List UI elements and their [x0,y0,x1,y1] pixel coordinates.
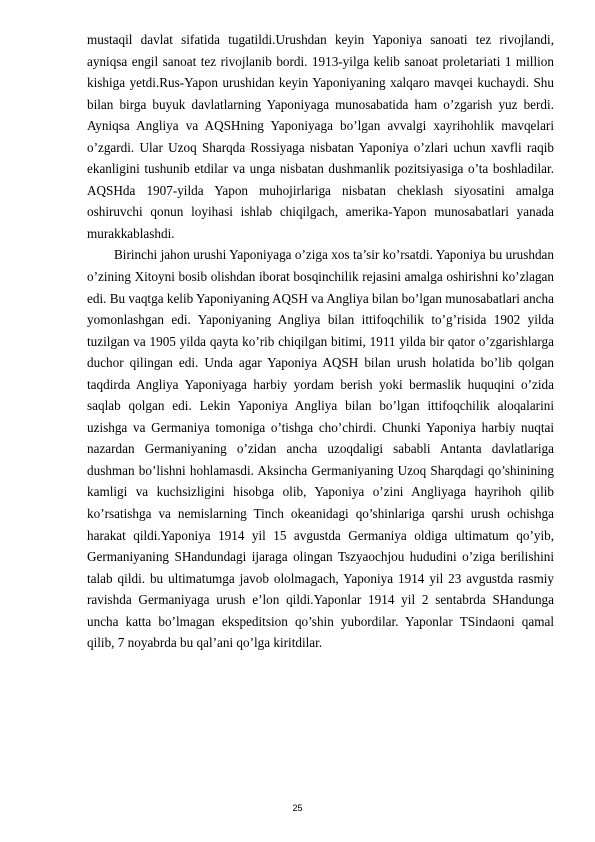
paragraph-1: mustaqil davlat sifatida tugatildi.Urushdan keyin Yaponiya sanoati tez rivojlandi, ayniqsa engil sanoat tez rivojlanib bordi. 1913-yilga kelib sanoat proletariati 1 million kishiga yetdi.Rus-Yapon urushidan keyin Yaponiyaning xalqaro mavqei kuchaydi. Shu bilan birga buyuk davlatlarning Yaponiyaga munosabatida ham o’zgarish yuz berdi. Ayniqsa Angliya va AQSHning Yaponiyaga bo’lgan avvalgi xayrihohlik mavqelari o’zgardi. Ular Uzoq Sharqda Rossiyaga nisbatan Yaponiya o’zlari uchun xavfli raqib ekanligini tushunib etdilar va unga nisbatan dushmanlik pozitsiyasiga o’ta boshladilar. AQSHda 1907-yilda Yapon muhojirlariga nisbatan cheklash siyosatini amalga oshiruvchi qonun loyihasi ishlab chiqilgach, amerika-Yapon munosabatlari yanada murakkablashdi. [87,32,554,241]
paragraph-2: Birinchi jahon urushi Yaponiyaga o’ziga xos ta’sir ko’rsatdi. Yaponiya bu urushdan o’zining Xitoyni bosib olishdan iborat bosqinchilik rejasini amalga oshirishni ko’zlagan edi. Bu vaqtga kelib Yaponiyaning AQSH va Angliya bilan bo’lgan munosabatlari ancha yomonlashgan edi. Yaponiyaning Angliya bilan ittifoqchilik to’g’risida 1902 yilda tuzilgan va 1905 yilda qayta ko’rib chiqilgan bitimi, 1911 yilda bir qator o’zgarishlarga duchor qilingan edi. Unda agar Yaponiya AQSH bilan urush holatida bo’lib qolgan taqdirda Angliya Yaponiyaga harbiy yordam berish yoki bermaslik huquqini o’zida saqlab qolgan edi. Lekin Yaponiya Angliya bilan bo’lgan ittifoqchilik aloqalarini uzishga va Germaniya tomoniga o’tishga cho’chirdi. Chunki Yaponiya harbiy nuqtai nazardan Germaniyaning o’zidan ancha uzoqdaligi sababli Antanta davlatlariga dushman bo’lishni hohlamasdi. Aksincha Germaniyaning Uzoq Sharqdagi qo’shinining kamligi va kuchsizligini hisobga olib, Yaponiya o’zini Angliyaga hayrihoh qilib ko’rsatishga va nemislarning Tinch okeanidagi qo’shinlariga qarshi urush ochishga harakat qildi.Yaponiya 1914 yil 15 avgustda Germaniya oldiga ultimatum qo’yib, Germaniyaning SHandundagi ijaraga olingan Tszyaochjou hududini o’ziga berilishini talab qildi. bu ultimatumga javob ololmagach, Yaponiya 1914 yil 23 avgustda rasmiy ravishda Germaniyaga urush e’lon qildi.Yaponlar 1914 yil 2 sentabrda SHandunga uncha katta bo’lmagan ekspeditsion qo’shin yubordilar. Yaponlar TSindaoni qamal qilib, 7 noyabrda bu qal’ani qo’lga kiritdilar. [87,247,554,651]
body-text [87,29,554,654]
page-number: 25 [292,803,303,813]
